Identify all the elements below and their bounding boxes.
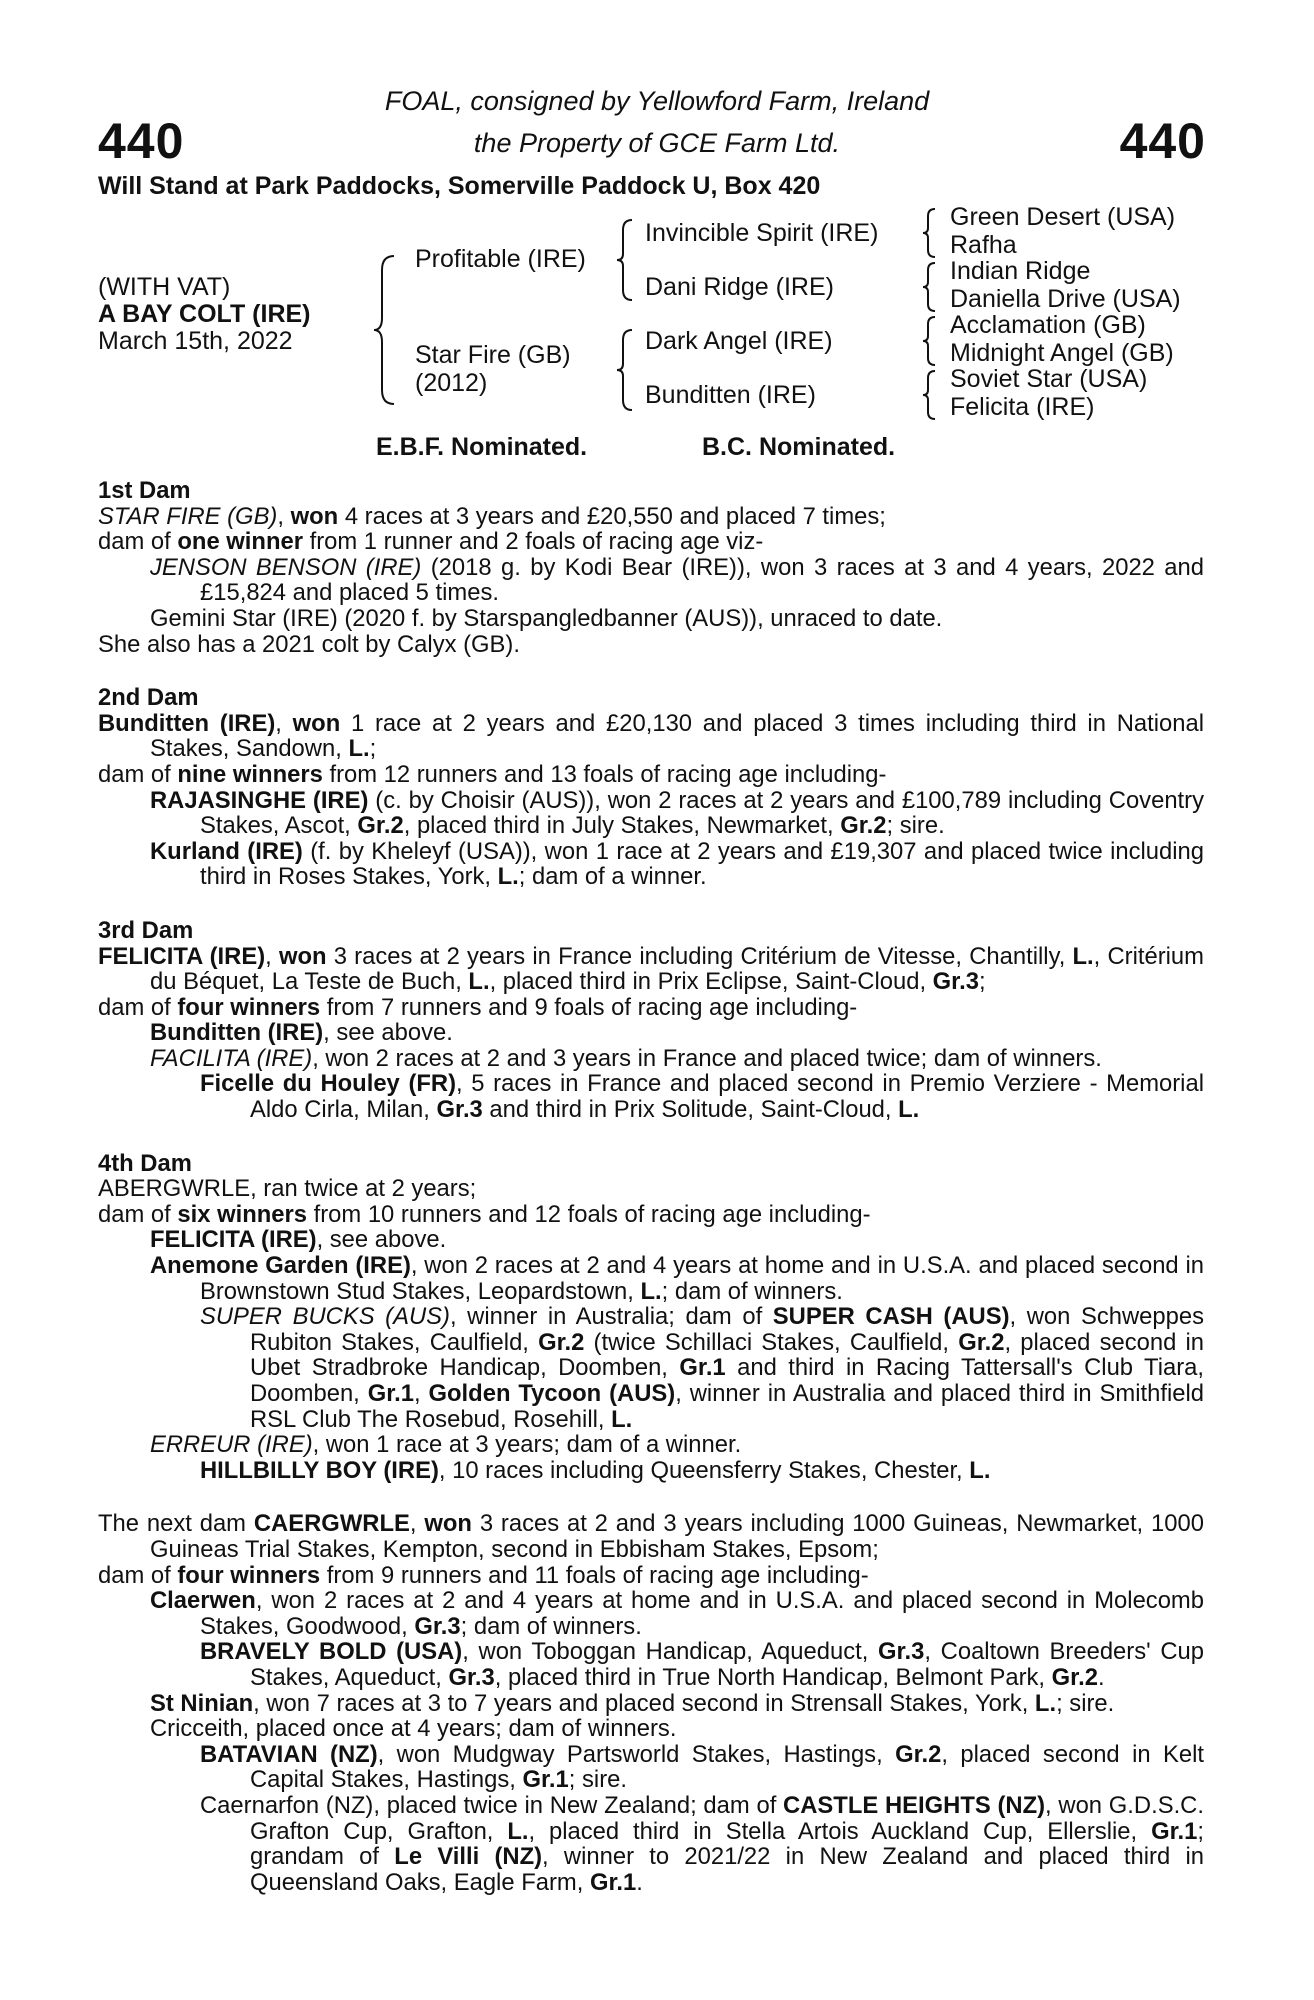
first-dam-produce: JENSON BENSON (IRE) (2018 g. by Kodi Bear (IRE)), won 3 races at 3 and 4 years, 2022 and £15,824 and placed 5 times. [150,553,1205,607]
third-dam-produce: FACILITA (IRE), won 2 races at 2 and 3 years in France and placed twice; dam of winners. [150,1044,1102,1072]
lot-number-left: 440 [98,113,185,169]
second-dam-heading: 2nd Dam [98,684,199,712]
fourth-dam-produce: Anemone Garden (IRE), won 2 races at 2 and 4 years at home and in U.S.A. and placed second in Brownstown Stud Stakes, Leopardstown, L.; dam of winners. [150,1252,1204,1305]
fourth-dam-produce: ERREUR (IRE), won 1 race at 3 years; dam of a winner. [150,1431,742,1459]
first-dam-note: She also has a 2021 colt by Calyx (GB). [98,630,520,658]
next-dam-produce-summary: dam of four winners from 9 runners and 11 foals of racing age including- [98,1561,869,1589]
vat-note: (WITH VAT) [98,273,231,301]
next-dam-line: The next dam CAERGWRLE, won 3 races at 2 and 3 years including 1000 Guineas, Newmarket, 1000 Guineas Trial Stakes, Kempton, second in Ebbisham Stakes, Epsom; [98,1510,1204,1563]
third-dam-line: FELICITA (IRE), won 3 races at 2 years in France including Critérium de Vitesse, Chantilly, L., Critérium du Béquet, La Teste de Buch, L., placed third in Prix Eclipse, Saint-Cloud, Gr.3; [98,942,1204,996]
third-dam-produce-summary: dam of four winners from 7 runners and 9 foals of racing age including- [98,993,858,1021]
dam-sire: Dark Angel (IRE) [645,327,833,355]
catalogue-body [98,478,1204,1895]
first-dam-heading: 1st Dam [98,477,191,504]
ddd: Felicita (IRE) [950,393,1095,421]
second-dam-line: Bunditten (IRE), won 1 race at 2 years and £20,130 and placed 3 times including third in National Stakes, Sandown, L.; [98,709,1205,763]
consignor-line: FOAL, consigned by Yellowford Farm, Ireland [384,86,930,116]
fourth-dam-line: ABERGWRLE, ran twice at 2 years; [98,1175,477,1203]
next-dam-grand-produce: BATAVIAN (NZ), won Mudgway Partsworld Stakes, Hastings, Gr.2, placed second in Kelt Capital Stakes, Hastings, Gr.1; sire. [200,1740,1204,1794]
ebf-nomination: E.B.F. Nominated. [376,433,588,461]
bc-nomination: B.C. Nominated. [702,433,896,461]
pedigree-brace-dd [920,368,940,422]
third-dam-grand-produce: Ficelle du Houley (FR), 5 races in France and placed second in Premio Verziere - Memorial Aldo Cirla, Milan, Gr.3 and third in Prix Solitude, Saint-Cloud, L. [200,1070,1204,1124]
fourth-dam-produce: FELICITA (IRE), see above. [150,1226,447,1254]
dam: Star Fire (GB) [415,341,571,369]
dsd: Midnight Angel (GB) [950,339,1174,367]
next-dam-produce: St Ninian, won 7 races at 3 to 7 years and placed second in Strensall Stakes, York, L.; sire. [150,1689,1115,1717]
foaling-date: March 15th, 2022 [98,327,293,355]
pedigree-brace-sire [614,216,638,304]
fourth-dam-heading: 4th Dam [98,1149,192,1177]
dam-dam: Bunditten (IRE) [645,381,816,409]
property-line: the Property of GCE Farm Ltd. [473,128,841,158]
next-dam-grand-produce: BRAVELY BOLD (USA), won Toboggan Handicap, Aqueduct, Gr.3, Coaltown Breeders' Cup Stakes, Aqueduct, Gr.3, placed third in True North Handicap, Belmont Park, Gr.2. [200,1638,1204,1691]
horse-name: A BAY COLT (IRE) [98,300,311,328]
first-dam-line: STAR FIRE (GB), won 4 races at 3 years and £20,550 and placed 7 times; [98,502,886,530]
next-dam-produce: Claerwen, won 2 races at 2 and 4 years at home and in U.S.A. and placed second in Molecomb Stakes, Goodwood, Gr.3; dam of winners. [150,1587,1204,1640]
sire-sire: Invincible Spirit (IRE) [645,219,879,247]
fourth-dam-grand-produce: HILLBILLY BOY (IRE), 10 races including Queensferry Stakes, Chester, L. [200,1456,991,1484]
third-dam-produce: Bunditten (IRE), see above. [150,1019,453,1047]
dss: Acclamation (GB) [950,311,1146,339]
first-dam-produce: Gemini Star (IRE) (2020 f. by Starspangledbanner (AUS)), unraced to date. [150,604,943,632]
pedigree-brace-main [370,250,400,410]
fourth-dam-produce-summary: dam of six winners from 10 runners and 12 foals of racing age including- [98,1200,871,1228]
sdd: Daniella Drive (USA) [950,285,1181,313]
lot-number-right: 440 [1119,113,1206,169]
sire-dam: Dani Ridge (IRE) [645,273,834,301]
fourth-dam-grand-produce: SUPER BUCKS (AUS), winner in Australia; dam of SUPER CASH (AUS), won Schweppes Rubiton Stakes, Caulfield, Gr.2 (twice Schillaci Stakes, Caulfield, Gr.2, placed second in Ubet Stradbroke Handicap, Doomben, Gr.1 and third in Racing Tattersall's Club Tiara, Doomben, Gr.1, Golden Tycoon (AUS), winner in Australia and placed third in Smithfield RSL Club The Rosebud, Rosehill, L. [200,1303,1204,1433]
third-dam-heading: 3rd Dam [98,916,194,944]
pedigree-brace-ds [920,314,940,368]
second-dam-produce: RAJASINGHE (IRE) (c. by Choisir (AUS)), won 2 races at 2 years and £100,789 including Coventry Stakes, Ascot, Gr.2, placed third in July Stakes, Newmarket, Gr.2; sire. [150,786,1204,840]
sss: Green Desert (USA) [950,203,1176,231]
next-dam-produce: Cricceith, placed once at 4 years; dam of winners. [150,1715,677,1743]
ssd: Rafha [950,231,1017,259]
second-dam-produce-summary: dam of nine winners from 12 runners and 13 foals of racing age including- [98,760,887,788]
next-dam-grand-produce: Caernarfon (NZ), placed twice in New Zealand; dam of CASTLE HEIGHTS (NZ), won G.D.S.C. Grafton Cup, Grafton, L., placed third in Stella Artois Auckland Cup, Ellerslie, Gr.1; grandam of Le Villi (NZ), winner to 2021/22 in New Zealand and placed third in Queensland Oaks, Eagle Farm, Gr.1. [200,1791,1205,1896]
stand-location: Will Stand at Park Paddocks, Somerville Paddock U, Box 420 [98,172,821,200]
sds: Indian Ridge [950,257,1091,285]
pedigree-brace-ss [920,206,940,260]
pedigree-brace-sd [920,260,940,314]
first-dam-produce-summary: dam of one winner from 1 runner and 2 foals of racing age viz- [98,528,764,556]
dam-year: (2012) [415,369,488,397]
dds: Soviet Star (USA) [950,365,1148,393]
pedigree-brace-dam [614,326,638,414]
second-dam-produce: Kurland (IRE) (f. by Kheleyf (USA)), won 1 race at 2 years and £19,307 and placed twice including third in Roses Stakes, York, L.; dam of a winner. [150,837,1205,891]
sire: Profitable (IRE) [415,245,586,273]
